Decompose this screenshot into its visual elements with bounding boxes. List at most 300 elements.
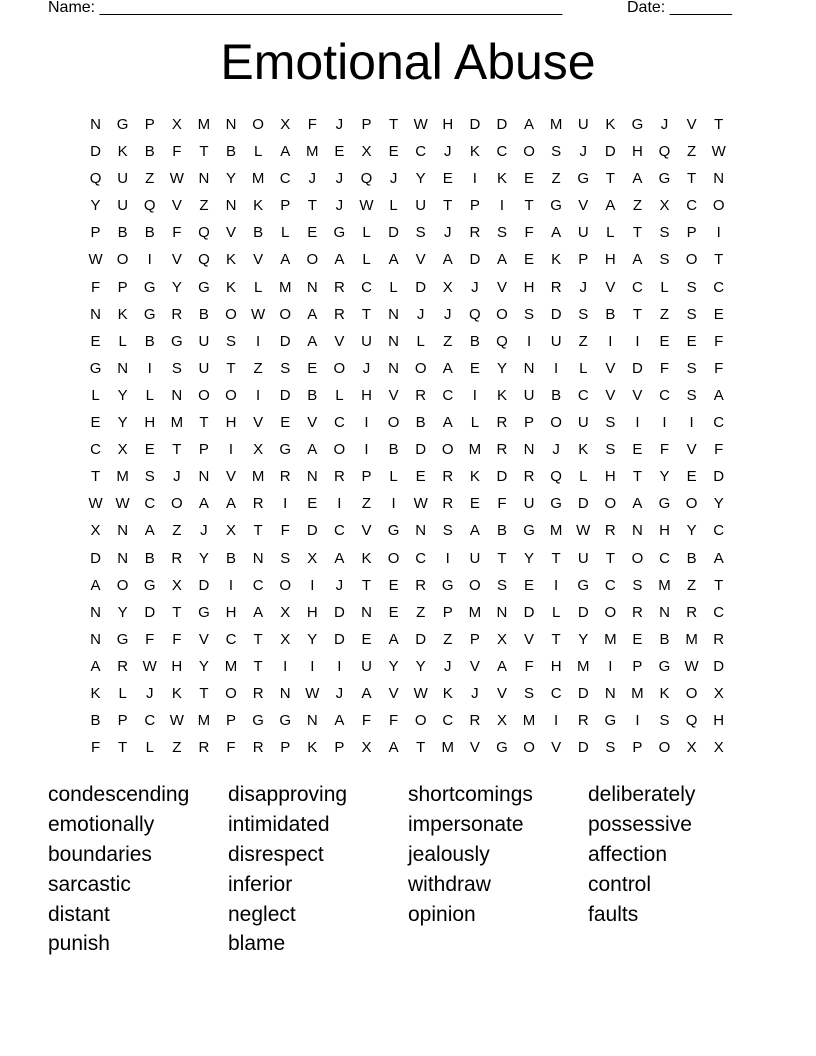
grid-letter: S: [659, 712, 670, 730]
grid-letter: F: [172, 143, 182, 161]
grid-letter: D: [306, 522, 318, 540]
grid-letter: B: [415, 414, 426, 432]
grid-letter: V: [226, 468, 237, 486]
grid-letter: B: [198, 305, 209, 323]
grid-letter: X: [496, 712, 507, 730]
grid-letter: P: [280, 739, 291, 757]
grid-letter: E: [524, 170, 535, 188]
grid-letter: D: [279, 386, 291, 404]
grid-letter: S: [144, 468, 155, 486]
grid-letter: C: [632, 278, 643, 296]
grid-letter: N: [523, 441, 535, 459]
grid-letter: D: [333, 630, 345, 648]
grid-letter: J: [389, 170, 398, 188]
grid-letter: O: [604, 603, 617, 621]
grid-letter: F: [307, 116, 317, 133]
grid-letter: N: [90, 630, 101, 648]
grid-letter: R: [171, 549, 183, 567]
word-list-item: neglect: [228, 902, 296, 926]
grid-letter: H: [306, 603, 318, 621]
grid-letter: N: [496, 603, 508, 621]
grid-letter: R: [604, 522, 616, 540]
grid-letter: U: [577, 549, 589, 567]
grid-letter: A: [90, 657, 101, 675]
grid-letter: J: [362, 359, 371, 377]
grid-letter: Q: [469, 305, 481, 323]
grid-letter: C: [496, 143, 508, 161]
grid-letter: A: [713, 549, 724, 567]
grid-letter: Q: [143, 197, 156, 215]
grid-letter: W: [413, 116, 428, 133]
grid-letter: W: [88, 251, 103, 269]
grid-letter: G: [198, 278, 210, 296]
grid-letter: J: [660, 116, 669, 133]
grid-letter: K: [442, 684, 453, 702]
grid-letter: H: [713, 712, 725, 730]
grid-letter: Z: [551, 170, 561, 188]
grid-letter: L: [606, 224, 615, 242]
word-list-item: possessive: [588, 812, 692, 836]
grid-letter: N: [713, 170, 725, 188]
grid-letter: N: [198, 468, 210, 486]
grid-letter: O: [685, 251, 698, 269]
grid-letter: W: [142, 657, 157, 675]
grid-letter: W: [413, 495, 428, 513]
grid-letter: T: [497, 549, 507, 567]
grid-letter: C: [90, 441, 101, 459]
grid-letter: I: [608, 332, 613, 350]
grid-letter: A: [226, 495, 237, 513]
grid-letter: A: [144, 522, 155, 540]
grid-letter: P: [117, 278, 128, 296]
word-list-item: emotionally: [48, 812, 155, 836]
grid-letter: G: [279, 712, 292, 730]
grid-letter: V: [198, 630, 209, 648]
grid-letter: T: [551, 630, 561, 648]
grid-letter: L: [362, 224, 371, 242]
grid-letter: M: [306, 143, 319, 161]
grid-letter: O: [225, 386, 237, 404]
grid-letter: G: [252, 712, 264, 730]
grid-letter: L: [253, 143, 263, 161]
word-list-item: inferior: [228, 872, 293, 896]
grid-letter: E: [442, 170, 453, 188]
grid-letter: X: [117, 441, 128, 459]
grid-letter: G: [577, 576, 590, 594]
grid-letter: E: [524, 251, 535, 269]
grid-letter: V: [605, 278, 616, 296]
grid-letter: B: [551, 386, 562, 404]
grid-letter: M: [170, 414, 184, 432]
grid-letter: F: [524, 657, 534, 675]
grid-letter: O: [387, 549, 400, 567]
grid-letter: I: [391, 495, 396, 513]
grid-letter: E: [307, 495, 318, 513]
grid-letter: K: [551, 251, 562, 269]
grid-letter: W: [251, 305, 266, 323]
grid-letter: P: [361, 116, 372, 133]
grid-letter: S: [442, 522, 453, 540]
word-list-item: impersonate: [408, 812, 524, 836]
grid-letter: C: [442, 386, 454, 404]
grid-letter: S: [632, 576, 643, 594]
grid-letter: D: [469, 116, 481, 133]
grid-letter: V: [496, 278, 507, 296]
grid-letter: B: [659, 630, 670, 648]
grid-letter: C: [659, 386, 670, 404]
name-field-label: Name: ____________________________________________________: [48, 0, 563, 16]
grid-letter: A: [307, 332, 318, 350]
grid-letter: R: [198, 739, 210, 757]
grid-letter: T: [632, 468, 642, 486]
grid-letter: U: [469, 549, 481, 567]
grid-letter: B: [469, 332, 480, 350]
grid-letter: U: [523, 495, 535, 513]
grid-letter: W: [684, 657, 699, 675]
grid-letter: T: [714, 116, 724, 133]
grid-letter: N: [171, 386, 183, 404]
grid-letter: O: [658, 739, 671, 757]
grid-letter: N: [90, 305, 101, 323]
grid-letter: P: [524, 414, 535, 432]
grid-letter: M: [251, 468, 265, 486]
grid-letter: K: [90, 684, 101, 702]
grid-letter: N: [415, 522, 427, 540]
grid-letter: P: [226, 712, 237, 730]
grid-letter: T: [199, 414, 209, 432]
grid-letter: F: [714, 441, 724, 459]
grid-letter: O: [685, 684, 698, 702]
grid-letter: A: [605, 197, 616, 215]
grid-letter: X: [171, 116, 182, 133]
grid-letter: F: [524, 224, 534, 242]
grid-letter: V: [551, 739, 562, 757]
grid-letter: V: [361, 522, 372, 540]
grid-letter: O: [225, 305, 237, 323]
grid-letter: H: [604, 468, 616, 486]
grid-letter: Z: [145, 170, 155, 188]
grid-letter: G: [604, 712, 617, 730]
grid-letter: P: [90, 224, 101, 242]
grid-letter: X: [442, 278, 453, 296]
grid-letter: O: [604, 495, 617, 513]
grid-letter: Q: [685, 712, 698, 730]
grid-letter: P: [632, 657, 643, 675]
grid-letter: Y: [171, 278, 182, 296]
grid-letter: F: [145, 630, 155, 648]
grid-letter: F: [659, 441, 670, 459]
word-list-item: shortcomings: [408, 783, 533, 806]
grid-letter: M: [441, 739, 455, 757]
grid-letter: S: [659, 224, 670, 242]
grid-letter: D: [90, 143, 101, 161]
grid-letter: J: [416, 305, 425, 323]
grid-letter: A: [524, 116, 535, 133]
grid-letter: L: [389, 278, 398, 296]
grid-letter: M: [468, 603, 482, 621]
grid-letter: E: [469, 359, 480, 377]
grid-letter: W: [711, 143, 726, 161]
grid-letter: P: [334, 739, 345, 757]
grid-letter: A: [632, 251, 643, 269]
grid-letter: G: [198, 603, 210, 621]
grid-letter: A: [632, 495, 643, 513]
grid-letter: R: [279, 468, 291, 486]
grid-letter: G: [631, 116, 644, 133]
grid-letter: A: [469, 522, 480, 540]
grid-letter: X: [496, 630, 507, 648]
grid-letter: F: [172, 630, 182, 648]
grid-letter: A: [496, 657, 507, 675]
grid-letter: O: [387, 414, 400, 432]
grid-letter: R: [713, 630, 725, 648]
grid-letter: M: [116, 468, 129, 486]
grid-letter: X: [280, 630, 291, 648]
grid-letter: D: [550, 305, 562, 323]
grid-letter: D: [577, 495, 589, 513]
grid-letter: V: [632, 386, 643, 404]
grid-letter: K: [469, 468, 480, 486]
grid-letter: Y: [578, 630, 589, 648]
grid-letter: J: [444, 305, 452, 323]
page-title: Emotional Abuse: [220, 34, 596, 90]
grid-letter: O: [279, 305, 292, 323]
grid-letter: R: [333, 305, 345, 323]
grid-letter: S: [578, 305, 589, 323]
grid-letter: R: [442, 495, 454, 513]
grid-letter: R: [333, 468, 345, 486]
grid-letter: J: [335, 170, 344, 188]
grid-letter: Y: [415, 170, 426, 188]
grid-letter: W: [305, 684, 320, 702]
grid-letter: J: [444, 224, 452, 242]
grid-letter: I: [283, 495, 288, 513]
grid-letter: R: [632, 603, 643, 621]
word-list-item: punish: [48, 932, 110, 956]
grid-letter: L: [470, 414, 480, 432]
grid-letter: C: [604, 576, 616, 594]
grid-letter: H: [361, 386, 372, 404]
grid-letter: A: [307, 305, 318, 323]
grid-letter: K: [469, 143, 480, 161]
grid-letter: T: [253, 657, 263, 675]
grid-letter: R: [415, 576, 427, 594]
grid-letter: A: [713, 386, 724, 404]
grid-letter: J: [335, 197, 344, 215]
grid-letter: W: [413, 684, 428, 702]
grid-letter: E: [388, 576, 399, 594]
grid-letter: R: [171, 305, 183, 323]
grid-letter: P: [578, 251, 589, 269]
grid-letter: Y: [90, 197, 101, 215]
grid-letter: D: [577, 739, 589, 757]
grid-letter: N: [90, 116, 101, 133]
grid-letter: M: [604, 630, 617, 648]
grid-letter: V: [226, 224, 237, 242]
grid-letter: O: [306, 251, 319, 269]
grid-letter: C: [713, 414, 725, 432]
grid-letter: S: [686, 278, 697, 296]
grid-letter: W: [169, 712, 184, 730]
grid-letter: A: [307, 441, 318, 459]
grid-letter: A: [280, 251, 291, 269]
grid-letter: O: [225, 684, 237, 702]
grid-letter: Z: [687, 143, 697, 161]
grid-letter: K: [659, 684, 670, 702]
grid-letter: N: [306, 468, 318, 486]
grid-letter: Y: [659, 468, 670, 486]
grid-letter: I: [608, 657, 613, 675]
grid-letter: B: [144, 143, 155, 161]
grid-letter: L: [145, 739, 154, 757]
grid-letter: Z: [253, 359, 263, 377]
grid-letter: K: [226, 278, 237, 296]
grid-letter: H: [632, 143, 643, 161]
grid-letter: K: [171, 684, 182, 702]
grid-letter: P: [686, 224, 697, 242]
grid-letter: B: [226, 143, 237, 161]
grid-letter: I: [256, 332, 261, 350]
grid-letter: I: [337, 495, 342, 513]
grid-letter: Y: [307, 630, 318, 648]
grid-letter: R: [442, 468, 454, 486]
grid-letter: D: [415, 441, 427, 459]
grid-letter: L: [281, 224, 290, 242]
grid-letter: G: [143, 576, 156, 594]
grid-letter: D: [632, 359, 643, 377]
grid-letter: O: [333, 441, 346, 459]
grid-letter: C: [713, 522, 725, 540]
grid-letter: D: [90, 549, 101, 567]
word-list-item: deliberately: [588, 783, 696, 806]
grid-letter: Y: [226, 170, 237, 188]
grid-letter: R: [252, 495, 264, 513]
grid-letter: K: [117, 143, 128, 161]
grid-letter: T: [172, 603, 182, 621]
word-list-item: blame: [228, 932, 286, 956]
grid-letter: K: [361, 549, 372, 567]
grid-letter: H: [550, 657, 562, 675]
grid-letter: K: [496, 386, 507, 404]
grid-letter: F: [280, 522, 290, 540]
grid-letter: J: [335, 684, 344, 702]
grid-letter: A: [280, 143, 291, 161]
grid-letter: T: [361, 305, 372, 323]
grid-letter: G: [89, 359, 102, 377]
grid-letter: F: [714, 359, 724, 377]
grid-letter: N: [117, 549, 129, 567]
grid-letter: Y: [415, 657, 426, 675]
grid-letter: E: [388, 143, 399, 161]
grid-letter: T: [199, 143, 209, 161]
grid-letter: S: [171, 359, 182, 377]
grid-letter: S: [686, 359, 697, 377]
grid-letter: I: [310, 576, 315, 594]
grid-letter: P: [632, 739, 643, 757]
grid-letter: Z: [172, 522, 182, 540]
word-list-item: disapproving: [228, 783, 348, 806]
grid-letter: O: [198, 386, 210, 404]
word-list-item: withdraw: [408, 872, 491, 896]
grid-letter: I: [499, 197, 505, 215]
grid-letter: O: [469, 576, 481, 594]
grid-letter: U: [198, 332, 210, 350]
grid-letter: A: [334, 549, 345, 567]
grid-letter: H: [604, 251, 616, 269]
grid-letter: J: [335, 116, 344, 133]
grid-letter: G: [577, 170, 590, 188]
grid-letter: L: [362, 251, 371, 269]
grid-letter: M: [549, 522, 563, 540]
grid-letter: K: [253, 197, 264, 215]
grid-letter: X: [686, 739, 697, 757]
grid-letter: L: [389, 197, 398, 215]
grid-letter: Z: [687, 576, 697, 594]
grid-letter: Y: [388, 657, 399, 675]
grid-letter: L: [416, 332, 425, 350]
grid-letter: V: [171, 251, 182, 269]
grid-letter: P: [361, 468, 372, 486]
grid-letter: I: [256, 386, 261, 404]
grid-letter: I: [554, 712, 559, 730]
grid-letter: L: [579, 359, 588, 377]
grid-letter: S: [496, 224, 507, 242]
grid-letter: D: [523, 603, 535, 621]
grid-letter: K: [578, 441, 589, 459]
grid-letter: C: [225, 630, 237, 648]
grid-letter: F: [659, 359, 670, 377]
grid-letter: E: [415, 468, 426, 486]
grid-letter: N: [225, 116, 237, 133]
grid-letter: C: [577, 386, 589, 404]
grid-letter: O: [631, 549, 644, 567]
grid-letter: O: [523, 143, 535, 161]
grid-letter: N: [388, 332, 399, 350]
grid-letter: N: [361, 603, 372, 621]
grid-letter: R: [686, 603, 698, 621]
grid-letter: J: [335, 576, 344, 594]
grid-letter: D: [333, 603, 345, 621]
grid-letter: J: [200, 522, 208, 540]
grid-letter: B: [253, 224, 264, 242]
grid-letter: W: [169, 170, 184, 188]
word-list-item: jealously: [408, 842, 490, 866]
grid-letter: D: [713, 468, 725, 486]
grid-letter: D: [198, 576, 210, 594]
grid-letter: X: [280, 116, 291, 133]
grid-letter: I: [554, 576, 559, 594]
grid-letter: G: [658, 495, 671, 513]
grid-letter: P: [469, 630, 480, 648]
grid-letter: O: [523, 739, 535, 757]
grid-letter: O: [414, 359, 427, 377]
grid-letter: Y: [117, 603, 128, 621]
grid-letter: N: [388, 305, 399, 323]
grid-letter: D: [577, 684, 589, 702]
grid-letter: I: [662, 414, 667, 432]
grid-letter: C: [415, 143, 427, 161]
grid-letter: M: [658, 576, 671, 594]
grid-letter: T: [524, 197, 534, 215]
grid-letter: D: [577, 603, 589, 621]
grid-letter: R: [333, 278, 345, 296]
grid-letter: E: [713, 305, 724, 323]
grid-letter: D: [496, 116, 508, 133]
grid-letter: N: [659, 603, 670, 621]
word-list-item: affection: [588, 842, 668, 866]
grid-letter: V: [469, 657, 480, 675]
grid-letter: C: [279, 170, 291, 188]
